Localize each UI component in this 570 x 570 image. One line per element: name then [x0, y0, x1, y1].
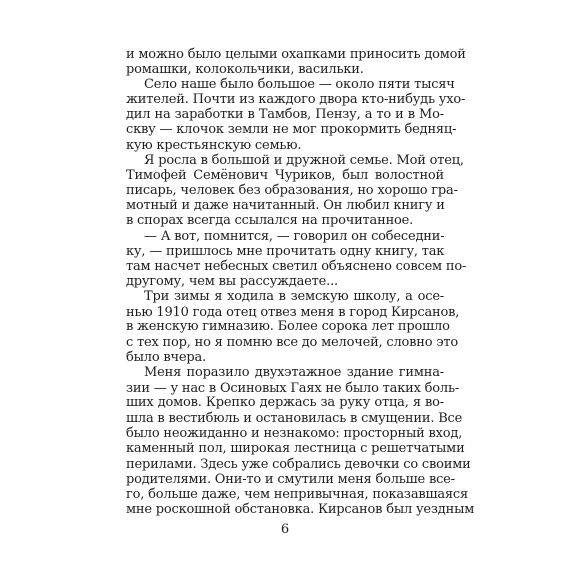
book-page [126, 47, 475, 547]
text-line: зии — у нас в Осиновых Гаях не было таких боль- [126, 380, 460, 396]
text-line: Тимофей Семёнович Чуриков, был волостной [126, 168, 444, 184]
text-line: с тех пор, но я помню все до мелочей, словно это [126, 334, 459, 350]
text-line: дил на заработки в Тамбов, Пензу, а то и в Мо- [126, 106, 444, 122]
text-line: нью 1910 года отец отвез меня в город Кирсанов, [126, 304, 460, 320]
text-line: мне роскошной обстановка. Кирсанов был уездным [126, 501, 475, 517]
text-line: писарь, человек без образования, но хорошо гра- [126, 182, 458, 198]
text-line: го, больше даже, чем непривычная, показавшаяся [126, 486, 469, 502]
text-line: другому, чем вы рассуждаете... [126, 274, 338, 289]
text-line: Меня поразило двухэтажное здание гимна- [144, 365, 444, 381]
text-line: Я росла в большой и дружной семье. Мой отец, [144, 152, 464, 168]
text-line: там насчет небесных светил объяснено совсем по- [126, 258, 467, 274]
text-line: кую крестьянскую семью. [126, 137, 302, 153]
text-line: — А вот, помнится, — говорил он собеседни- [144, 228, 445, 244]
text-line: Село наше было большое — около пяти тысяч [144, 76, 455, 92]
text-line: было неожиданно и незнакомо: просторный вход, [126, 425, 463, 441]
text-line: в женскую гимназию. Более сорока лет прошло [126, 319, 450, 335]
text-line: и можно было целыми охапками приносить домой [126, 47, 466, 62]
text-line: мотный и даже начитанный. Он любил книгу и [126, 198, 445, 214]
text-line: было вчера. [126, 349, 207, 365]
text-line: шла в вестибюль и остановилась в смущении. Все [126, 410, 463, 426]
text-line: каменный пол, широкая лестница с решетчатыми [126, 441, 465, 457]
text-line: скву — клочок земли не мог прокормить бедняц- [126, 122, 457, 138]
text-line: родителями. Они-то и смутили меня больше все- [126, 471, 455, 487]
text-line: ших домов. Крепко держась за руку отца, я во- [126, 395, 444, 411]
text-line: в спорах всегда ссылался на прочитанное. [126, 213, 414, 229]
text-line: ку, — пришлось мне прочитать одну книгу, так [126, 244, 445, 260]
text-line: перилами. Здесь уже собрались девочки со своими [126, 456, 471, 472]
text-line: жителей. Почти из каждого двора кто-нибудь ухо- [126, 92, 466, 108]
text-line: ромашки, колокольчики, васильки. [126, 61, 364, 77]
text-line: Три зимы я ходила в земскую школу, а осе- [144, 289, 444, 305]
page-number: 6 [280, 522, 290, 537]
